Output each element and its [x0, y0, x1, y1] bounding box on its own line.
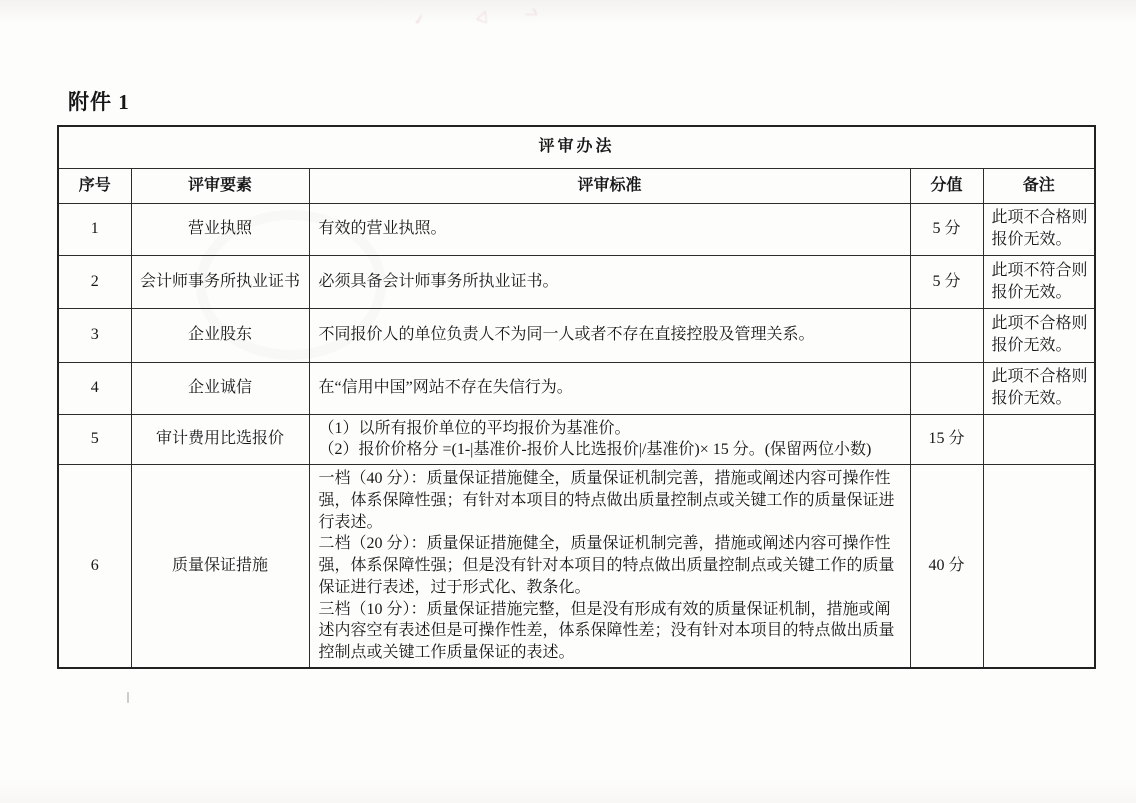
table-row	[58, 465, 1095, 668]
table-row	[58, 362, 1095, 414]
table-header-row	[58, 168, 1095, 203]
column-header-element: 评审要素	[131, 168, 309, 203]
remark-text: 此项不符合则报价无效。	[983, 255, 1095, 308]
row-number: 1	[58, 203, 131, 255]
row-number: 6	[58, 465, 131, 668]
criteria-line: （2）报价价格分 =(1-|基准价-报价人比选报价|/基准价)× 15 分。(保留两位小数)	[318, 441, 872, 459]
scan-artifact	[127, 692, 129, 703]
table-row	[58, 414, 1095, 465]
remark-text: 此项不合格则报价无效。	[983, 203, 1095, 255]
criteria-line: 必须具备会计师事务所执业证书。	[318, 272, 559, 290]
remark-text	[983, 465, 1095, 668]
remark-text	[983, 414, 1095, 465]
review-criteria	[309, 203, 910, 255]
review-element: 营业执照	[131, 203, 309, 255]
review-method-table	[57, 125, 1096, 669]
row-number: 2	[58, 255, 131, 308]
row-number: 5	[58, 414, 131, 465]
criteria-line: 二档（20 分）：质量保证措施健全，质量保证机制完善，措施或阐述内容可操作性强，体系保障性强；但是没有针对本项目的特点做出质量控制点或关键工作的质量保证进行表述，过于形式化、教条化。	[318, 535, 895, 596]
review-criteria	[309, 465, 910, 668]
review-element: 企业股东	[131, 308, 309, 362]
criteria-line: 在“信用中国”网站不存在失信行为。	[318, 379, 573, 397]
score-value: 15 分	[910, 414, 983, 465]
row-number: 4	[58, 362, 131, 414]
remark-text: 此项不合格则报价无效。	[983, 308, 1095, 362]
review-element: 质量保证措施	[131, 465, 309, 668]
score-value: 5 分	[910, 203, 983, 255]
criteria-line: 不同报价人的单位负责人不为同一人或者不存在直接控股及管理关系。	[318, 326, 815, 344]
red-stamp-artifact	[408, 2, 558, 38]
review-criteria	[309, 414, 910, 465]
review-element: 企业诚信	[131, 362, 309, 414]
table-title: 评审办法	[58, 126, 1095, 168]
remark-text: 此项不合格则报价无效。	[983, 362, 1095, 414]
column-header-remark: 备注	[983, 168, 1095, 203]
score-value	[910, 308, 983, 362]
row-number: 3	[58, 308, 131, 362]
stamp-mark-icon: 7	[520, 5, 542, 22]
review-element: 审计费用比选报价	[131, 414, 309, 465]
attachment-label: 附件 1	[68, 90, 130, 114]
score-value: 40 分	[910, 465, 983, 668]
stamp-mark-icon: ✓	[411, 10, 427, 29]
criteria-line: 三档（10 分）：质量保证措施完整，但是没有形成有效的质量保证机制，措施或阐述内容空有表述但是可操作性差，体系保障性差；没有针对本项目的特点做出质量控制点或关键工作质量保证的表述。	[318, 600, 895, 661]
column-header-score: 分值	[910, 168, 983, 203]
criteria-line: 有效的营业执照。	[318, 220, 447, 238]
column-header-criteria: 评审标准	[309, 168, 910, 203]
column-header-no: 序号	[58, 168, 131, 203]
table-row	[58, 308, 1095, 362]
table-row	[58, 255, 1095, 308]
criteria-line: 一档（40 分）：质量保证措施健全，质量保证机制完善，措施或阐述内容可操作性强，体系保障性强；有针对本项目的特点做出质量控制点或关键工作的质量保证进行表述。	[318, 470, 895, 531]
review-criteria	[309, 308, 910, 362]
table-row	[58, 203, 1095, 255]
score-value: 5 分	[910, 255, 983, 308]
review-criteria	[309, 362, 910, 414]
review-element: 会计师事务所执业证书	[131, 255, 309, 308]
table-title-row	[58, 126, 1095, 168]
criteria-line: （1）以所有报价单位的平均报价为基准价。	[318, 419, 631, 437]
review-criteria	[309, 255, 910, 308]
stamp-mark-icon: △	[475, 6, 492, 26]
score-value	[910, 362, 983, 414]
